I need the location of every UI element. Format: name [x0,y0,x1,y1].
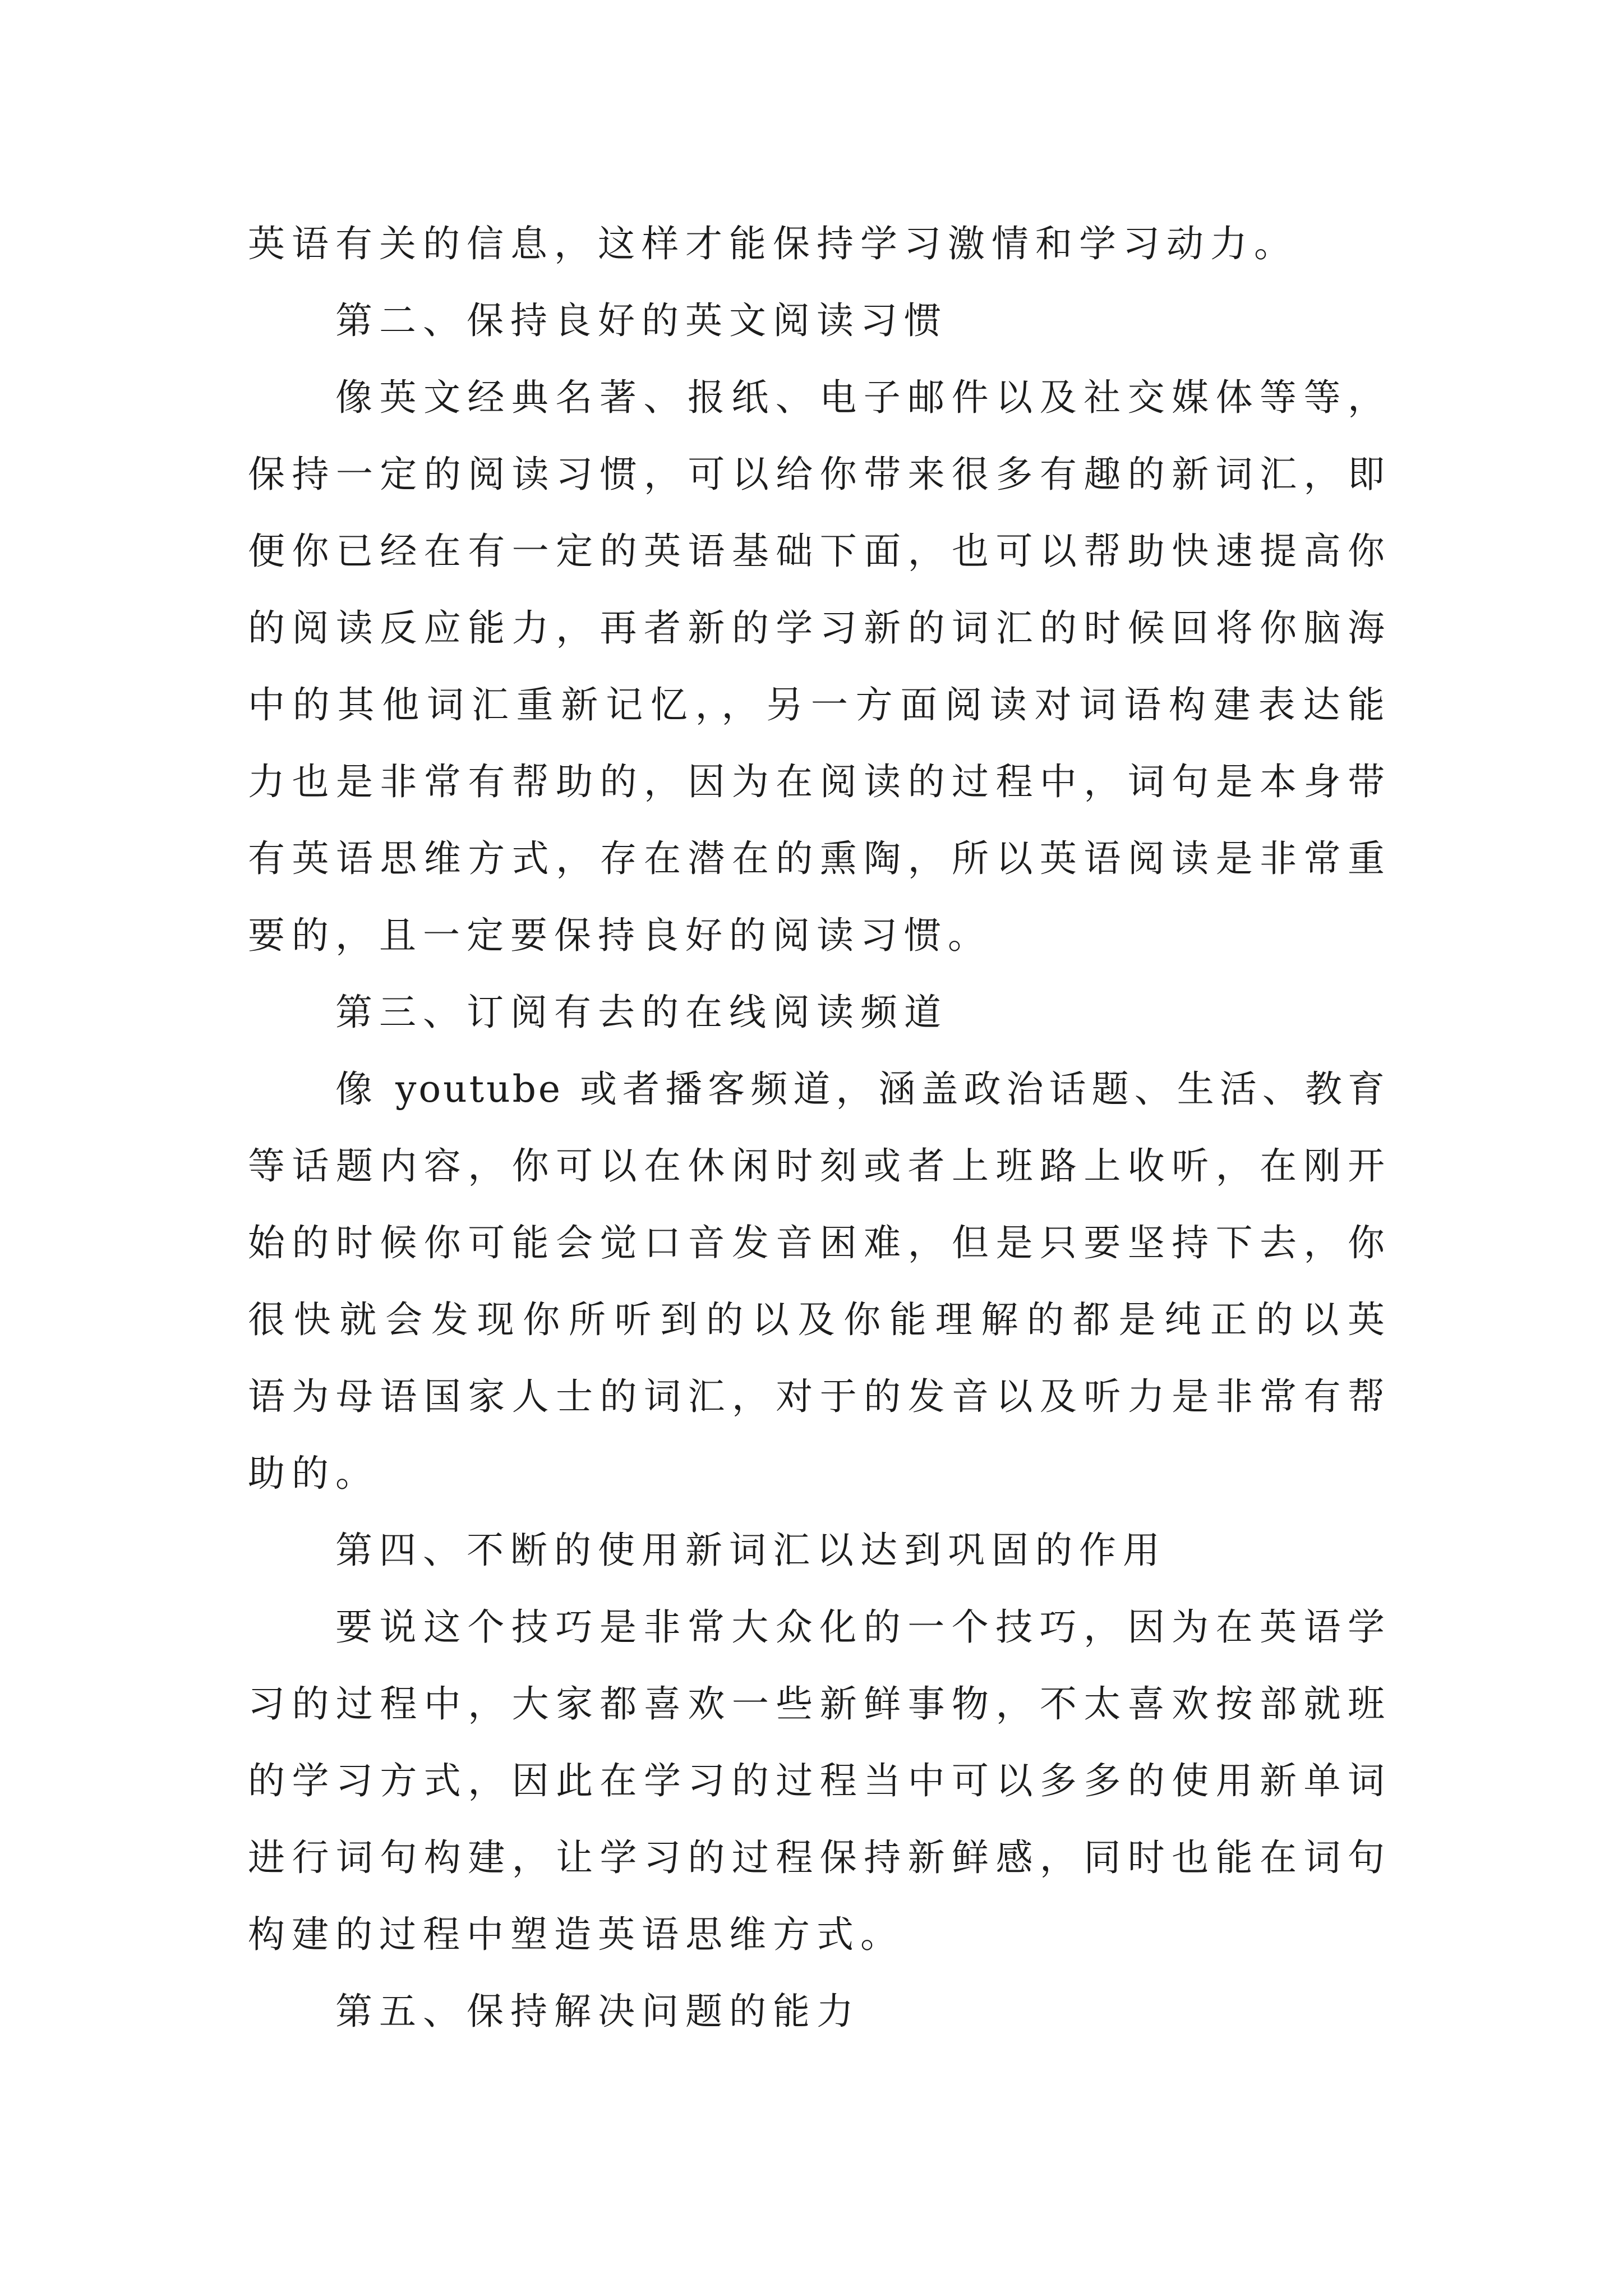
text-line: 保持一定的阅读习惯，可以给你带来很多有趣的新词汇，即 [248,453,1387,496]
text-line: 力也是非常有帮助的，因为在阅读的过程中，词句是本身带 [248,760,1387,803]
text-line: 中的其他词汇重新记忆，，另一方面阅读对词语构建表达能 [248,683,1387,726]
section-heading: 第五、保持解决问题的能力 [335,1990,860,2033]
text-line: 助的。 [248,1452,379,1495]
text-line: 语为母语国家人士的词汇，对于的发音以及听力是非常有帮 [248,1375,1387,1418]
text-line: 英语有关的信息，这样才能保持学习激情和学习动力。 [248,222,1298,265]
section-problem-solving [248,1973,1387,2050]
text-line: 习的过程中，大家都喜欢一些新鲜事物，不太喜欢按部就班 [248,1682,1387,1726]
paragraph [248,359,1387,974]
section-heading: 第四、不断的使用新词汇以达到巩固的作用 [335,1529,1166,1572]
section-heading: 第三、订阅有去的在线阅读频道 [335,991,948,1034]
section-reading-habit [248,282,1387,974]
text-line: 的阅读反应能力，再者新的学习新的词汇的时候回将你脑海 [248,606,1387,650]
section-heading: 第二、保持良好的英文阅读习惯 [335,299,948,342]
text-line: 有英语思维方式，存在潜在的熏陶，所以英语阅读是非常重 [248,837,1387,880]
paragraph [248,1051,1387,1512]
text-line: 要的，且一定要保持良好的阅读习惯。 [248,914,992,957]
paragraph-continuation [248,205,1387,282]
text-line: 构建的过程中塑造英语思维方式。 [248,1913,904,1956]
text-line: 很快就会发现你所听到的以及你能理解的都是纯正的以英 [248,1298,1387,1341]
text-line: 等话题内容，你可以在休闲时刻或者上班路上收听，在刚开 [248,1144,1387,1188]
section-new-vocabulary [248,1512,1387,1973]
section-online-channels [248,974,1387,1512]
text-line: 像英文经典名著、报纸、电子邮件以及社交媒体等等， [335,376,1387,419]
document-body [248,205,1387,2050]
text-line: 要说这个技巧是非常大众化的一个技巧，因为在英语学 [335,1605,1387,1649]
text-line: 的学习方式，因此在学习的过程当中可以多多的使用新单词 [248,1759,1387,1802]
text-line: 便你已经在有一定的英语基础下面，也可以帮助快速提高你 [248,530,1387,573]
text-line: 像 youtube 或者播客频道，涵盖政治话题、生活、教育 [335,1068,1387,1111]
text-line: 始的时候你可能会觉口音发音困难，但是只要坚持下去，你 [248,1221,1387,1264]
text-line: 进行词句构建，让学习的过程保持新鲜感，同时也能在词句 [248,1836,1387,1879]
paragraph [248,1589,1387,1973]
